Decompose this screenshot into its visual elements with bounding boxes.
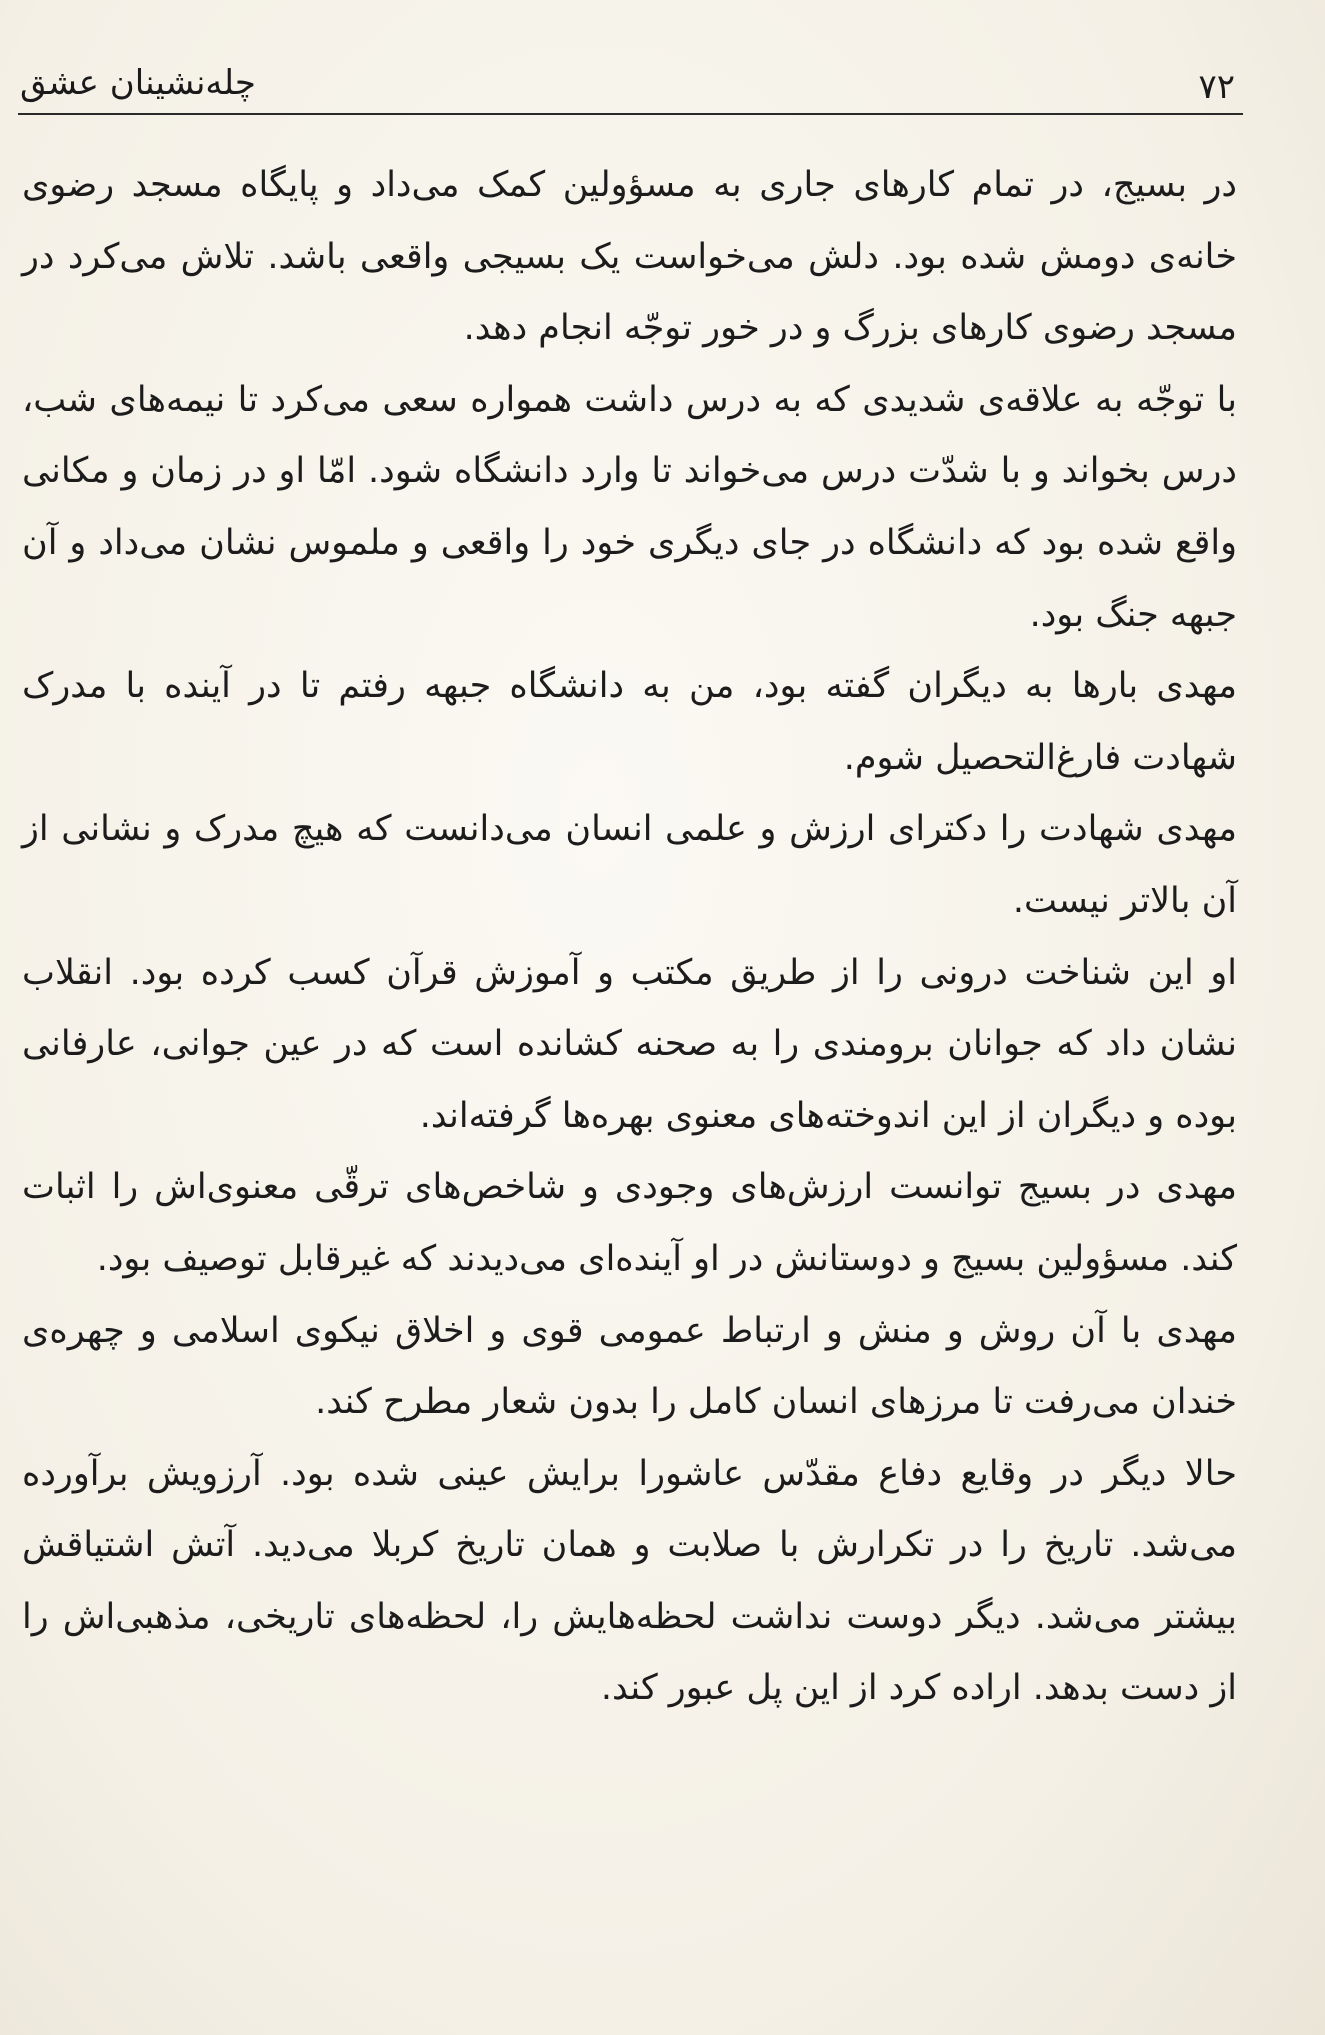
paragraph: در بسیج، در تمام کارهای جاری به مسؤولین کمک می‌داد و پایگاه مسجد رضوی خانه‌ی دومش شده بود. دلش می‌خواست یک بسیجی واقعی باشد. تلاش می‌کرد در مسجد رضوی کارهای بزرگ و در خور توجّه انجام دهد.: [22, 165, 1237, 349]
page-number: ۷۲: [1198, 67, 1235, 107]
paragraph: مهدی با آن روش و منش و ارتباط عمومی قوی و اخلاق نیکوی اسلامی و چهره‌ی خندان می‌رفت تا مرزهای انسان کامل را بدون شعار مطرح کند.: [22, 1310, 1237, 1423]
paragraph: مهدی در بسیج توانست ارزش‌های وجودی و شاخص‌های ترقّی معنوی‌اش را اثبات کند. مسؤولین بسیج و دوستانش در او آینده‌ای می‌دیدند که غیرقابل توصیف بود.: [22, 1167, 1237, 1279]
page-header: [18, 55, 1243, 115]
paragraph: با توجّه به علاقه‌ی شدیدی که به درس داشت همواره سعی می‌کرد تا نیمه‌های شب، درس بخواند و با شدّت درس می‌خواند تا وارد دانشگاه شود. امّا او در زمان و مکانی واقع شده بود که دانشگاه در جای دیگری خود را واقعی و ملموس نشان می‌داد و آن جبهه جنگ بود.: [22, 379, 1237, 635]
paragraph: مهدی بارها به دیگران گفته بود، من به دانشگاه جبهه رفتم تا در آینده با مدرک شهادت فارغ‌التحصیل شوم.: [22, 666, 1237, 778]
paragraph: حالا دیگر در وقایع دفاع مقدّس عاشورا برایش عینی شده بود. آرزویش برآورده می‌شد. تاریخ را در تکرارش با صلابت و همان تاریخ کربلا می‌دید. آتش اشتیاقش بیشتر می‌شد. دیگر دوست نداشت لحظه‌هایش را، لحظه‌های تاریخی، مذهبی‌اش را از دست بدهد. اراده کرد از این پل عبور کند.: [22, 1453, 1237, 1709]
paragraph: او این شناخت درونی را از طریق مکتب و آموزش قرآن کسب کرده بود. انقلاب نشان داد که جوانان برومندی را به صحنه کشانده است که در عین جوانی، عارفانی بوده و دیگران از این اندوخته‌های معنوی بهره‌ها گرفته‌اند.: [22, 952, 1237, 1136]
running-title: چله‌نشینان عشق: [20, 63, 256, 103]
body-text: [22, 150, 1237, 1725]
paragraph: مهدی شهادت را دکترای ارزش و علمی انسان می‌دانست که هیچ مدرک و نشانی از آن بالاتر نیست.: [22, 809, 1237, 921]
